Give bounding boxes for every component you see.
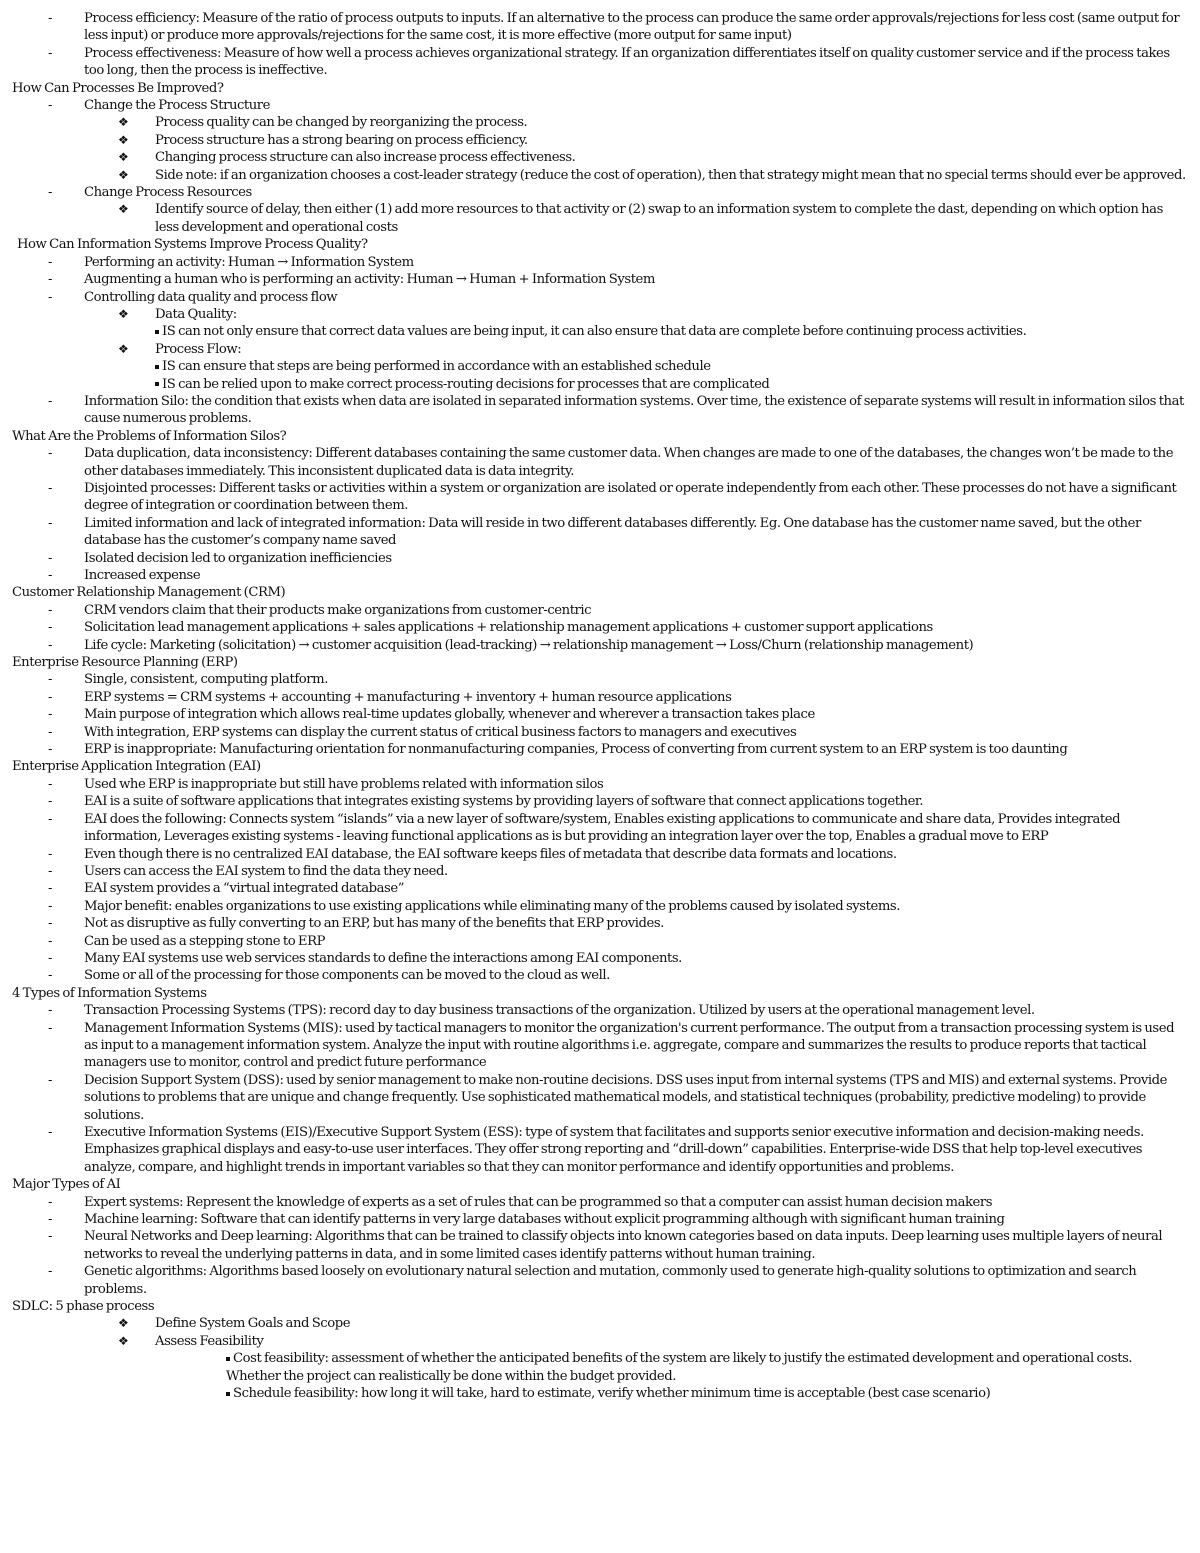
dash-bullet-item xyxy=(0,724,1200,741)
note-text: EAI system provides a “virtual integrated database” xyxy=(84,881,405,897)
section-heading xyxy=(0,1298,1200,1315)
note-text: How Can Processes Be Improved? xyxy=(12,80,224,96)
square-bullet-icon xyxy=(226,1392,230,1396)
note-text: Single, consistent, computing platform. xyxy=(84,672,328,688)
square-bullet-item xyxy=(0,1350,1200,1385)
square-bullet-icon xyxy=(155,330,159,334)
note-text: ERP is inappropriate: Manufacturing orientation for nonmanufacturing companies, Process of converting from current system to an ERP system is too daunting xyxy=(84,742,1068,758)
note-text: Cost feasibility: assessment of whether the anticipated benefits of the system are likely to justify the estimated development and operational costs. Whether the project can realistically be done within the budget provided. xyxy=(226,1351,1133,1384)
dash-bullet-item xyxy=(0,10,1200,45)
note-text: Limited information and lack of integrated information: Data will reside in two different databases differently. Eg. One database has the customer name saved, but the other database has the customer’s company name saved xyxy=(84,515,1141,549)
note-text: Disjointed processes: Different tasks or activities within a system or organization are isolated or operate independently from each other. These processes do not have a significant degree of integration or coordination between them. xyxy=(84,480,1177,514)
square-bullet-icon xyxy=(155,382,159,386)
note-text: Change Process Resources xyxy=(84,185,252,201)
diamond-bullet-item xyxy=(0,1333,1200,1350)
note-text: Enterprise Application Integration (EAI) xyxy=(12,759,261,775)
note-text: With integration, ERP systems can display the current status of critical business factors to managers and executives xyxy=(84,724,797,740)
square-bullet-icon xyxy=(226,1357,230,1361)
diamond-bullet-item xyxy=(0,167,1200,184)
note-text: Some or all of the processing for those components can be moved to the cloud as well. xyxy=(84,968,610,984)
square-bullet-item xyxy=(0,358,1200,375)
square-bullet-item xyxy=(0,1385,1200,1402)
note-text: Main purpose of integration which allows real-time updates globally, whenever and wherever a transaction takes place xyxy=(84,707,815,723)
note-text: Increased expense xyxy=(84,568,201,583)
dash-bullet-item xyxy=(0,637,1200,654)
note-text: Data Quality: xyxy=(155,306,237,322)
section-heading xyxy=(0,584,1200,601)
dash-bullet-item xyxy=(0,619,1200,636)
note-text: Major Types of AI xyxy=(12,1177,121,1193)
note-text: Process quality can be changed by reorganizing the process. xyxy=(155,115,528,131)
dash-bullet-item xyxy=(0,689,1200,706)
note-text: Augmenting a human who is performing an activity: Human → Human + Information System xyxy=(84,272,655,288)
note-text: IS can ensure that steps are being performed in accordance with an established schedule xyxy=(162,359,711,375)
note-text: ERP systems = CRM systems + accounting + manufacturing + inventory + human resource applications xyxy=(84,689,732,705)
note-text: Executive Information Systems (EIS)/Executive Support System (ESS): type of system that facilitates and supports senior executive information and decision-making needs. Emphasizes graphical displays and easy-to-use user interfaces. They offer strong reporting and “drill-down” capabilities. Enterprise-wide DSS that help top-level executives analyze, compare, and highlight trends in important variables so that they can monitor performance and identify opportunities and problems. xyxy=(84,1125,1144,1175)
dash-bullet-item xyxy=(0,846,1200,863)
note-text: Identify source of delay, then either (1) add more resources to that activity or (2) swap to an information system to complete the dast, depending on which option has less development and operational costs xyxy=(155,202,1163,235)
section-heading xyxy=(0,654,1200,671)
note-text: Customer Relationship Management (CRM) xyxy=(12,585,286,601)
note-text: Process effectiveness: Measure of how well a process achieves organizational strategy. If an organization differentiates itself on quality customer service and if the process takes too long, then the process is ineffective. xyxy=(84,45,1170,79)
note-text: Side note: if an organization chooses a cost-leader strategy (reduce the cost of operation), then that strategy might mean that no special terms should ever be approved. xyxy=(155,167,1186,183)
dash-bullet-item xyxy=(0,706,1200,723)
note-text: Even though there is no centralized EAI database, the EAI software keeps files of metadata that describe data formats and locations. xyxy=(84,846,897,862)
document-page xyxy=(0,10,1200,1403)
note-text: Isolated decision led to organization inefficiencies xyxy=(84,550,392,566)
diamond-bullet-item xyxy=(0,132,1200,149)
dash-bullet-item xyxy=(0,1263,1200,1298)
dash-bullet-item xyxy=(0,45,1200,80)
note-text: Can be used as a stepping stone to ERP xyxy=(84,933,326,949)
dash-bullet-item xyxy=(0,480,1200,515)
note-text: Genetic algorithms: Algorithms based loosely on evolutionary natural selection and mutation, commonly used to generate high-quality solutions to optimization and search problems. xyxy=(84,1264,1137,1297)
note-text: Process structure has a strong bearing on process efficiency. xyxy=(155,132,528,148)
note-text: Assess Feasibility xyxy=(155,1333,264,1349)
note-text: Neural Networks and Deep learning: Algorithms that can be trained to classify objects into known categories based on data inputs. Deep learning uses multiple layers of neural networks to reveal the underlying patterns in data, and in some limited cases identify patterns without human training. xyxy=(84,1229,1163,1262)
diamond-bullet-item xyxy=(0,1315,1200,1332)
note-text: Define System Goals and Scope xyxy=(155,1316,351,1332)
note-text: Changing process structure can also increase process effectiveness. xyxy=(155,150,576,166)
dash-bullet-item xyxy=(0,776,1200,793)
note-text: Enterprise Resource Planning (ERP) xyxy=(12,655,238,671)
dash-bullet-item xyxy=(0,950,1200,967)
note-text: How Can Information Systems Improve Process Quality? xyxy=(17,237,368,253)
dash-bullet-item xyxy=(0,1194,1200,1211)
section-heading xyxy=(0,80,1200,97)
dash-bullet-item xyxy=(0,741,1200,758)
dash-bullet-item xyxy=(0,1072,1200,1124)
diamond-bullet-item xyxy=(0,201,1200,236)
note-text: Users can access the EAI system to find the data they need. xyxy=(84,863,448,879)
dash-bullet-item xyxy=(0,515,1200,550)
note-text: Many EAI systems use web services standards to define the interactions among EAI components. xyxy=(84,950,682,966)
dash-bullet-item xyxy=(0,671,1200,688)
dash-bullet-item xyxy=(0,811,1200,846)
note-text: Controlling data quality and process flow xyxy=(84,289,338,305)
square-bullet-item xyxy=(0,323,1200,340)
section-heading xyxy=(0,428,1200,445)
note-text: Data duplication, data inconsistency: Different databases containing the same customer data. When changes are made to one of the databases, the changes won’t be made to the other databases immediately. This inconsistent duplicated data is data integrity. xyxy=(84,446,1174,479)
dash-bullet-item xyxy=(0,445,1200,480)
dash-bullet-item xyxy=(0,393,1200,428)
note-text: Change the Process Structure xyxy=(84,98,271,114)
note-text: Solicitation lead management applications + sales applications + relationship management applications + customer support applications xyxy=(84,620,933,636)
dash-bullet-item xyxy=(0,550,1200,567)
dash-bullet-item xyxy=(0,898,1200,915)
dash-bullet-item xyxy=(0,97,1200,114)
note-text: Management Information Systems (MIS): used by tactical managers to monitor the organization's current performance. The output from a transaction processing system is used as input to a management information system. Analyze the input with routine algorithms i.e. aggregate, compare and summarizes the results to produce reports that tactical managers use to monitor, control and predict future performance xyxy=(84,1020,1175,1071)
section-heading xyxy=(0,985,1200,1002)
dash-bullet-item xyxy=(0,1020,1200,1072)
diamond-bullet-item xyxy=(0,114,1200,131)
note-text: Major benefit: enables organizations to use existing applications while eliminating many of the problems caused by isolated systems. xyxy=(84,898,900,914)
section-heading xyxy=(0,236,1200,253)
note-text: CRM vendors claim that their products make organizations from customer-centric xyxy=(84,602,592,618)
diamond-bullet-item xyxy=(0,341,1200,358)
note-text: Performing an activity: Human → Information System xyxy=(84,254,414,270)
note-text: Process efficiency: Measure of the ratio of process outputs to inputs. If an alternative to the process can produce the same order approvals/rejections for less cost (same output for less input) or produce more approvals/rejections for the same cost, it is more effective (more output for same input) xyxy=(84,11,1180,44)
note-text: IS can be relied upon to make correct process-routing decisions for processes that are complicated xyxy=(162,376,770,392)
dash-bullet-item xyxy=(0,915,1200,932)
dash-bullet-item xyxy=(0,602,1200,619)
note-text: Not as disruptive as fully converting to an ERP, but has many of the benefits that ERP provides. xyxy=(84,916,664,932)
note-text: EAI is a suite of software applications that integrates existing systems by providing layers of software that connect applications together. xyxy=(84,794,924,810)
diamond-bullet-item xyxy=(0,306,1200,323)
dash-bullet-item xyxy=(0,1228,1200,1263)
note-text: Machine learning: Software that can identify patterns in very large databases without explicit programming although with significant human training xyxy=(84,1212,1005,1228)
dash-bullet-item xyxy=(0,880,1200,897)
section-heading xyxy=(0,1176,1200,1193)
dash-bullet-item xyxy=(0,254,1200,271)
note-text: Expert systems: Represent the knowledge of experts as a set of rules that can be programmed so that a computer can assist human decision makers xyxy=(84,1194,993,1210)
note-text: Transaction Processing Systems (TPS): record day to day business transactions of the organization. Utilized by users at the operational management level. xyxy=(84,1003,1035,1019)
note-text: Life cycle: Marketing (solicitation) → customer acquisition (lead-tracking) → relationship management → Loss/Churn (relationship management) xyxy=(84,637,974,653)
dash-bullet-item xyxy=(0,271,1200,288)
dash-bullet-item xyxy=(0,567,1200,584)
note-text: Schedule feasibility: how long it will take, hard to estimate, verify whether minimum time is acceptable (best case scenario) xyxy=(233,1386,991,1402)
diamond-bullet-item xyxy=(0,149,1200,166)
note-text: Used whe ERP is inappropriate but still have problems related with information silos xyxy=(84,776,604,792)
dash-bullet-item xyxy=(0,1124,1200,1176)
note-text: EAI does the following: Connects system “islands” via a new layer of software/system, Enables existing applications to communicate and share data, Provides integrated information, Leverages existing systems - leaving functional applications as is but providing an integration layer over the top, Enables a gradual move to ERP xyxy=(84,811,1121,845)
note-text: Process Flow: xyxy=(155,341,242,357)
dash-bullet-item xyxy=(0,793,1200,810)
note-text: What Are the Problems of Information Silos? xyxy=(12,428,287,444)
note-text: IS can not only ensure that correct data values are being input, it can also ensure that data are complete before continuing process activities. xyxy=(162,324,1027,340)
note-text: Information Silo: the condition that exists when data are isolated in separated information systems. Over time, the existence of separate systems will result in information silos that cause numerous problems. xyxy=(84,393,1184,427)
note-text: Decision Support System (DSS): used by senior management to make non-routine decisions. DSS uses input from internal systems (TPS and MIS) and external systems. Provide solutions to problems that are unique and change frequently. Use sophisticated mathematical models, and statistical techniques (probability, predictive modeling) to provide solutions. xyxy=(84,1072,1167,1123)
square-bullet-item xyxy=(0,376,1200,393)
dash-bullet-item xyxy=(0,863,1200,880)
dash-bullet-item xyxy=(0,184,1200,201)
dash-bullet-item xyxy=(0,933,1200,950)
dash-bullet-item xyxy=(0,967,1200,984)
dash-bullet-item xyxy=(0,289,1200,306)
square-bullet-icon xyxy=(155,365,159,369)
dash-bullet-item xyxy=(0,1211,1200,1228)
dash-bullet-item xyxy=(0,1002,1200,1019)
section-heading xyxy=(0,758,1200,775)
note-text: SDLC: 5 phase process xyxy=(12,1299,155,1315)
note-text: 4 Types of Information Systems xyxy=(12,985,207,1001)
